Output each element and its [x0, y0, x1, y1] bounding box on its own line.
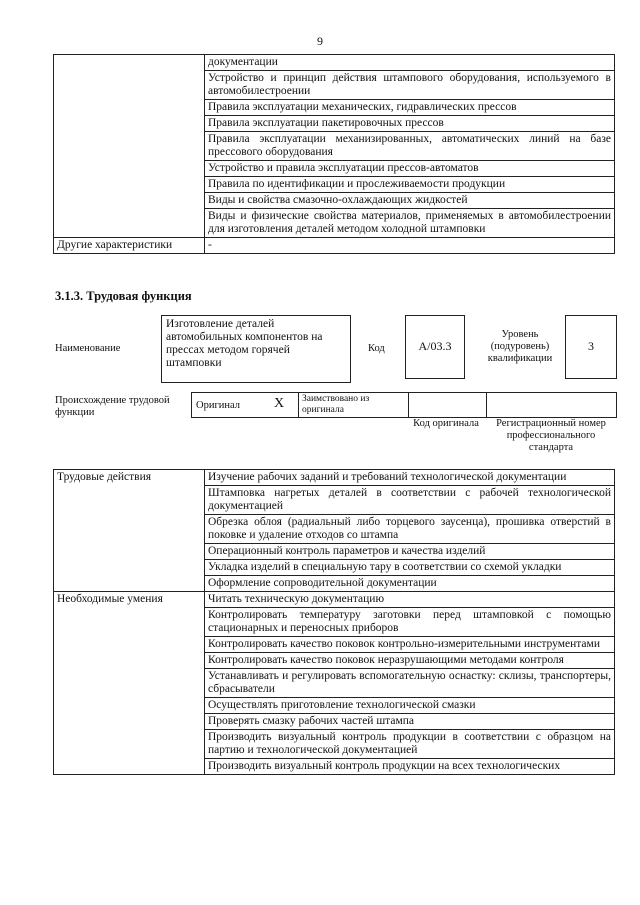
table-cell: Правила эксплуатации механических, гидравлических прессов [205, 100, 615, 116]
function-name-box: Изготовление деталей автомобильных компонентов на прессах методом горячей штамповки [161, 315, 351, 383]
table-cell: Устройство и принцип действия штампового оборудования, используемого в автомобилестроении [205, 71, 615, 100]
code-original-label: Код оригинала [413, 418, 479, 429]
code-box [405, 315, 465, 379]
level-box [565, 315, 617, 379]
skills-label: Необходимые умения [54, 592, 205, 775]
table-cell: Укладка изделий в специальную тару в соответствии со схемой укладки [205, 560, 615, 576]
actions-label: Трудовые действия [54, 470, 205, 592]
table-cell: Правила эксплуатации механизированных, автоматических линий на базе прессового оборудования [205, 132, 615, 161]
other-characteristics-label: Другие характеристики [54, 238, 205, 254]
table-cell: Правила эксплуатации пакетировочных прессов [205, 116, 615, 132]
table-row [54, 238, 615, 254]
level-label: Уровень (подуровень) квалификации [487, 329, 553, 364]
page-number: 9 [317, 34, 323, 48]
table-cell: Проверять смазку рабочих частей штампа [205, 714, 615, 730]
table-cell: Контролировать качество поковок неразрушающими методами контроля [205, 653, 615, 669]
reg-number-label: Регистрационный номер профессионального стандарта [496, 418, 606, 453]
table-cell: Обрезка облоя (радиальный либо торцевого заусенца), прошивка отверстий в поковке и удаление отходов со штампа [205, 515, 615, 544]
origin-label: Происхождение трудовой функции [55, 395, 170, 418]
table-row [54, 470, 615, 486]
level-value: 3 [588, 339, 594, 353]
original-mark: X [274, 396, 285, 411]
table-cell: Производить визуальный контроль продукции в соответствии с образцом на партию и технологической документацией [205, 730, 615, 759]
table-cell: Правила по идентификации и прослеживаемости продукции [205, 177, 615, 193]
table-cell: Контролировать температуру заготовки перед штамповкой с помощью стационарных и переносных приборов [205, 608, 615, 637]
table-row [54, 592, 615, 608]
other-characteristics-value: - [205, 238, 615, 254]
table-cell: Устройство и правила эксплуатации прессов-автоматов [205, 161, 615, 177]
knowledge-table [53, 54, 615, 254]
table-cell: Устанавливать и регулировать вспомогательную оснастку: склизы, транспортеры, сбрасыватели [205, 669, 615, 698]
table-cell: Изучение рабочих заданий и требований технологической документации [205, 470, 615, 486]
name-label: Наименование [55, 343, 121, 354]
section-heading: 3.1.3. Трудовая функция [55, 289, 192, 303]
table-row [54, 55, 615, 71]
table-cell: Производить визуальный контроль продукции на всех технологических [205, 759, 615, 775]
borrowed-label: Заимствовано из оригинала [302, 394, 370, 415]
table-cell: Виды и физические свойства материалов, применяемых в автомобилестроении для изготовления деталей методом холодной штамповки [205, 209, 615, 238]
table-cell: Штамповка нагретых деталей в соответствии с рабочей технологической документацией [205, 486, 615, 515]
table-cell: Виды и свойства смазочно-охлаждающих жидкостей [205, 193, 615, 209]
code-value: A/03.3 [418, 339, 452, 353]
code-label: Код [368, 343, 385, 354]
original-label: Оригинал [196, 400, 240, 411]
origin-row [191, 392, 617, 418]
table-cell: Операционный контроль параметров и качества изделий [205, 544, 615, 560]
table-cell: Читать техническую документацию [205, 592, 615, 608]
table-cell: Оформление сопроводительной документации [205, 576, 615, 592]
table-cell: Контролировать качество поковок контрольно-измерительными инструментами [205, 637, 615, 653]
table-cell: документации [205, 55, 615, 71]
table-cell-empty [54, 55, 205, 238]
work-actions-table [53, 469, 615, 775]
table-cell: Осуществлять приготовление технологической смазки [205, 698, 615, 714]
